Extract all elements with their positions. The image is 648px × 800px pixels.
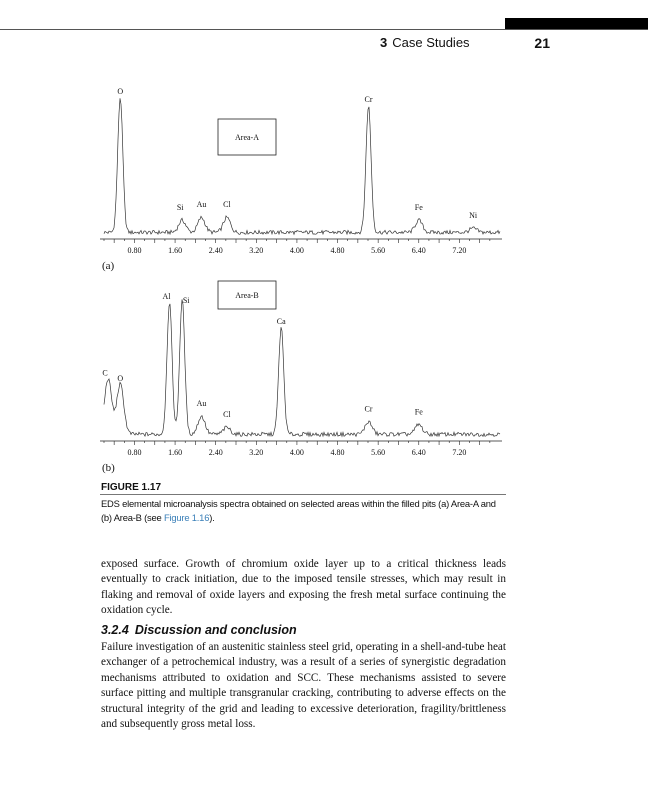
peak-label-cr: Cr xyxy=(364,95,373,105)
caption-end: ). xyxy=(209,512,215,523)
tick-label: 7.20 xyxy=(452,448,467,457)
peak-label-au: Au xyxy=(196,200,207,210)
panel-label: (b) xyxy=(102,462,115,474)
tick-label: 2.40 xyxy=(208,246,223,255)
figure-rule xyxy=(100,494,506,495)
spectrum-line xyxy=(104,98,500,234)
peak-label-cl: Cl xyxy=(223,200,231,210)
peak-label-fe: Fe xyxy=(414,407,423,417)
tick-label: 4.00 xyxy=(289,448,304,457)
section-title: Discussion and conclusion xyxy=(134,623,297,637)
chapter-number: 3 xyxy=(380,35,388,50)
paragraph-2: Failure investigation of an austenitic stainless steel grid, operating in a shell-and-tube heat exchanger of a petrochemical industry, was a result of a series of synergistic degradation mechanisms attributed to oxidation and SCC. These mechanisms assisted to severe surface pitting and multiple transgranular cracking, contributing to adverse effects on the structural integrity of the grid and leading to excessive deterioration, fragility/brittleness and subsequently gross metal loss. xyxy=(101,641,506,731)
legend-label: Area-A xyxy=(235,133,259,142)
page-number: 21 xyxy=(534,35,550,51)
tick-label: 1.60 xyxy=(168,246,183,255)
header-bar xyxy=(505,18,648,29)
tick-label: 0.80 xyxy=(127,448,142,457)
section-number: 3.2.4 xyxy=(101,623,129,637)
paragraph-1: exposed surface. Growth of chromium oxide layer up to a critical thickness leads eventually to crack initiation, due to the imposed tensile stresses, which may result in flaking and removal of oxide layers and exposing the fresh metal surface continuing the oxidation cycle. xyxy=(101,558,506,617)
tick-label: 4.00 xyxy=(289,246,304,255)
tick-label: 7.20 xyxy=(452,246,467,255)
peak-label-fe: Fe xyxy=(414,202,423,212)
running-head xyxy=(380,35,550,50)
header-rule xyxy=(0,29,648,30)
caption-text: EDS elemental microanalysis spectra obtained on selected areas within the filled pits (a) Area-A and (b) Area-B (see xyxy=(101,498,496,523)
spectrum-chart-a xyxy=(0,88,648,278)
peak-label-ca: Ca xyxy=(276,316,286,326)
spectrum-line xyxy=(104,300,500,437)
peak-label-al: Al xyxy=(162,291,171,301)
panel-label: (a) xyxy=(102,260,115,272)
legend-label: Area-B xyxy=(235,291,259,300)
peak-label-o: O xyxy=(117,88,124,96)
peak-label-au: Au xyxy=(196,398,207,408)
peak-label-si: Si xyxy=(176,202,184,212)
tick-label: 2.40 xyxy=(208,448,223,457)
figure-link[interactable]: Figure 1.16 xyxy=(163,512,210,523)
tick-label: 3.20 xyxy=(249,246,264,255)
spectrum-chart-b xyxy=(0,278,648,478)
chapter-title: Case Studies xyxy=(392,35,470,50)
tick-label: 5.60 xyxy=(371,246,386,255)
peak-label-si: Si xyxy=(182,296,190,306)
figure-label: FIGURE 1.17 xyxy=(101,482,162,493)
peak-label-cr: Cr xyxy=(364,404,373,414)
peak-label-cl: Cl xyxy=(223,410,231,420)
figure-caption xyxy=(101,497,507,525)
tick-label: 5.60 xyxy=(371,448,386,457)
tick-label: 0.80 xyxy=(127,246,142,255)
peak-label-c: C xyxy=(102,368,108,378)
tick-label: 4.80 xyxy=(330,246,345,255)
tick-label: 3.20 xyxy=(249,448,264,457)
tick-label: 6.40 xyxy=(411,246,426,255)
section-heading xyxy=(101,623,297,637)
tick-label: 1.60 xyxy=(168,448,183,457)
tick-label: 6.40 xyxy=(411,448,426,457)
peak-label-ni: Ni xyxy=(469,210,478,220)
tick-label: 4.80 xyxy=(330,448,345,457)
peak-label-o: O xyxy=(117,373,124,383)
